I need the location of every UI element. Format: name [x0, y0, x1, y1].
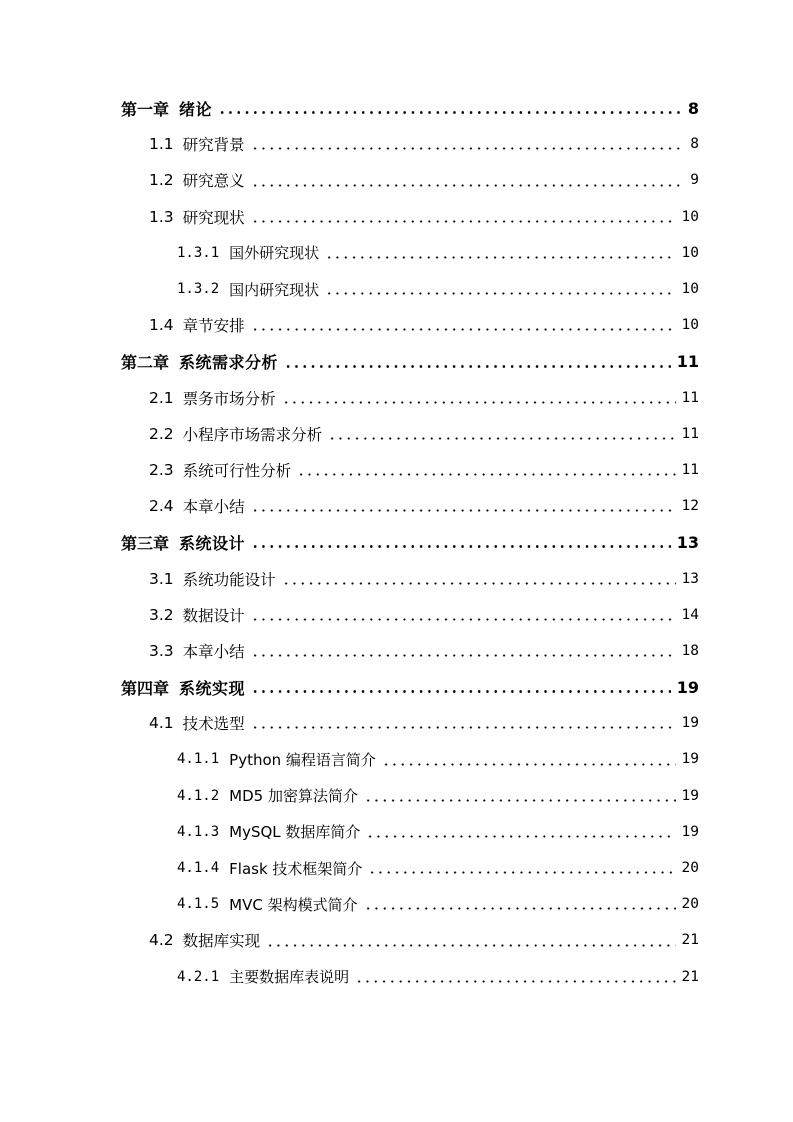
- toc-section-entry[interactable]: [0, 126, 793, 162]
- toc-dot-leader: [366, 835, 675, 838]
- toc-dot-leader: [364, 799, 676, 802]
- toc-dot-leader: [251, 220, 676, 223]
- toc-entry-number: 4.1.4: [177, 860, 220, 877]
- toc-page-number: 13: [676, 532, 699, 552]
- toc-entry-title: 章节安排: [182, 317, 245, 336]
- toc-page-number: 12: [681, 498, 699, 515]
- toc-dot-leader: [328, 437, 675, 440]
- toc-entry-title: 票务市场分析: [182, 389, 276, 408]
- toc-section-entry[interactable]: [0, 416, 793, 452]
- toc-page-number: 11: [681, 425, 699, 442]
- toc-dot-leader: [325, 256, 675, 259]
- toc-entry-number: 4.1.3: [177, 823, 220, 840]
- toc-entry-number: 1.3: [149, 207, 174, 226]
- toc-entry-title: 系统设计: [179, 533, 246, 553]
- toc-dot-leader: [266, 944, 675, 947]
- toc-section-entry[interactable]: [0, 452, 793, 488]
- toc-section-entry[interactable]: [0, 597, 793, 633]
- toc-dot-leader: [297, 473, 675, 476]
- toc-entry-title: 小程序市场需求分析: [182, 425, 323, 444]
- toc-page-number: 20: [681, 860, 699, 877]
- toc-entry-number: 2.4: [149, 497, 174, 516]
- toc-entry-number: 4.1.1: [177, 751, 220, 768]
- toc-entry-title: 主要数据库表说明: [229, 968, 350, 987]
- toc-dot-leader: [282, 401, 676, 404]
- toc-page-number: 11: [681, 389, 699, 406]
- toc-entry-number: 1.2: [149, 171, 174, 190]
- toc-entry-title: 数据库实现: [182, 932, 261, 951]
- toc-entry-title: 数据设计: [182, 606, 245, 625]
- toc-entry-number: 4.2.1: [177, 968, 220, 985]
- toc-section-entry[interactable]: [0, 922, 793, 958]
- toc-page-number: 10: [681, 317, 699, 334]
- toc-chapter-entry[interactable]: [0, 524, 793, 560]
- toc-page-number: 20: [681, 896, 699, 913]
- toc-section-entry[interactable]: [0, 199, 793, 235]
- toc-page-number: 11: [676, 351, 699, 371]
- toc-entry-title: MVC 架构模式简介: [229, 895, 358, 914]
- toc-subsection-entry[interactable]: [0, 886, 793, 922]
- toc-entry-title: 研究背景: [182, 136, 245, 155]
- toc-subsection-entry[interactable]: [0, 850, 793, 886]
- toc-entry-number: 2.3: [149, 460, 174, 479]
- toc-entry-title: 系统实现: [179, 678, 246, 698]
- toc-dot-leader: [251, 690, 671, 693]
- toc-entry-number: 4.2: [149, 931, 174, 950]
- toc-entry-title: 技术选型: [182, 715, 245, 734]
- toc-dot-leader: [284, 365, 671, 368]
- toc-section-entry[interactable]: [0, 488, 793, 524]
- toc-chapter-entry[interactable]: [0, 669, 793, 705]
- toc-entry-title: 系统需求分析: [179, 352, 279, 372]
- toc-page-number: 8: [690, 136, 699, 153]
- toc-chapter-entry[interactable]: [0, 343, 793, 379]
- toc-dot-leader: [251, 509, 676, 512]
- toc-dot-leader: [251, 618, 676, 621]
- toc-page-number: 11: [681, 461, 699, 478]
- toc-entry-number: 4.1.2: [177, 787, 220, 804]
- toc-page-number: 21: [681, 932, 699, 949]
- toc-section-entry[interactable]: [0, 162, 793, 198]
- toc-entry-title: 绪论: [179, 99, 213, 119]
- toc-page-number: 10: [681, 281, 699, 298]
- toc-section-entry[interactable]: [0, 705, 793, 741]
- toc-entry-title: 本章小结: [182, 642, 245, 661]
- toc-entry-title: MySQL 数据库简介: [229, 823, 361, 842]
- toc-entry-number: 1.3.1: [177, 244, 220, 261]
- toc-dot-leader: [251, 726, 676, 729]
- toc-page-number: 19: [681, 823, 699, 840]
- toc-entry-number: 1.3.2: [177, 281, 220, 298]
- toc-entry-number: 3.3: [149, 641, 174, 660]
- toc-page-number: 10: [681, 208, 699, 225]
- toc-dot-leader: [218, 111, 682, 114]
- toc-dot-leader: [325, 292, 675, 295]
- toc-entry-number: 2.2: [149, 424, 174, 443]
- toc-page-number: 18: [681, 642, 699, 659]
- toc-section-entry[interactable]: [0, 560, 793, 596]
- toc-page-number: 21: [681, 968, 699, 985]
- toc-subsection-entry[interactable]: [0, 271, 793, 307]
- toc-dot-leader: [251, 147, 683, 150]
- toc-dot-leader: [251, 545, 671, 548]
- toc-subsection-entry[interactable]: [0, 741, 793, 777]
- toc-page-number: 19: [676, 677, 699, 697]
- toc-dot-leader: [251, 184, 683, 187]
- toc-entry-title: 研究现状: [182, 208, 245, 227]
- toc-dot-leader: [382, 763, 676, 766]
- toc-entry-number: 4.1.5: [177, 896, 220, 913]
- toc-page-number: 10: [681, 244, 699, 261]
- toc-entry-number: 第一章: [121, 99, 170, 119]
- toc-entry-number: 第四章: [121, 678, 170, 698]
- toc-entry-title: 研究意义: [182, 172, 245, 191]
- toc-chapter-entry[interactable]: [0, 90, 793, 126]
- toc-entry-number: 3.2: [149, 605, 174, 624]
- toc-page-number: 8: [687, 98, 699, 118]
- toc-entry-title: Flask 技术框架简介: [229, 859, 363, 878]
- toc-section-entry[interactable]: [0, 633, 793, 669]
- toc-entry-title: 本章小结: [182, 498, 245, 517]
- toc-page-number: 19: [681, 751, 699, 768]
- toc-page-number: 19: [681, 715, 699, 732]
- toc-dot-leader: [368, 871, 675, 874]
- toc-entry-number: 3.1: [149, 569, 174, 588]
- toc-subsection-entry[interactable]: [0, 959, 793, 995]
- toc-entry-number: 1.1: [149, 135, 174, 154]
- toc-entry-title: 国外研究现状: [229, 244, 320, 263]
- toc-page-number: 9: [690, 172, 699, 189]
- toc-dot-leader: [364, 907, 676, 910]
- toc-entry-number: 第三章: [121, 533, 170, 553]
- toc-dot-leader: [251, 654, 676, 657]
- toc-subsection-entry[interactable]: [0, 814, 793, 850]
- toc-entry-title: MD5 加密算法简介: [229, 787, 358, 806]
- toc-subsection-entry[interactable]: [0, 778, 793, 814]
- toc-entry-title: 系统可行性分析: [182, 461, 292, 480]
- toc-entry-title: 系统功能设计: [182, 570, 276, 589]
- toc-entry-title: 国内研究现状: [229, 280, 320, 299]
- toc-section-entry[interactable]: [0, 307, 793, 343]
- toc-entry-title: Python 编程语言简介: [229, 750, 376, 769]
- toc-dot-leader: [355, 980, 675, 983]
- toc-page-number: 19: [681, 787, 699, 804]
- toc-subsection-entry[interactable]: [0, 235, 793, 271]
- toc-dot-leader: [251, 328, 676, 331]
- toc-page-number: 14: [681, 606, 699, 623]
- toc-page-number: 13: [681, 570, 699, 587]
- toc-entry-number: 2.1: [149, 388, 174, 407]
- toc-entry-number: 4.1: [149, 714, 174, 733]
- toc-dot-leader: [282, 582, 676, 585]
- table-of-contents: [0, 90, 793, 995]
- toc-section-entry[interactable]: [0, 380, 793, 416]
- toc-entry-number: 1.4: [149, 316, 174, 335]
- toc-entry-number: 第二章: [121, 352, 170, 372]
